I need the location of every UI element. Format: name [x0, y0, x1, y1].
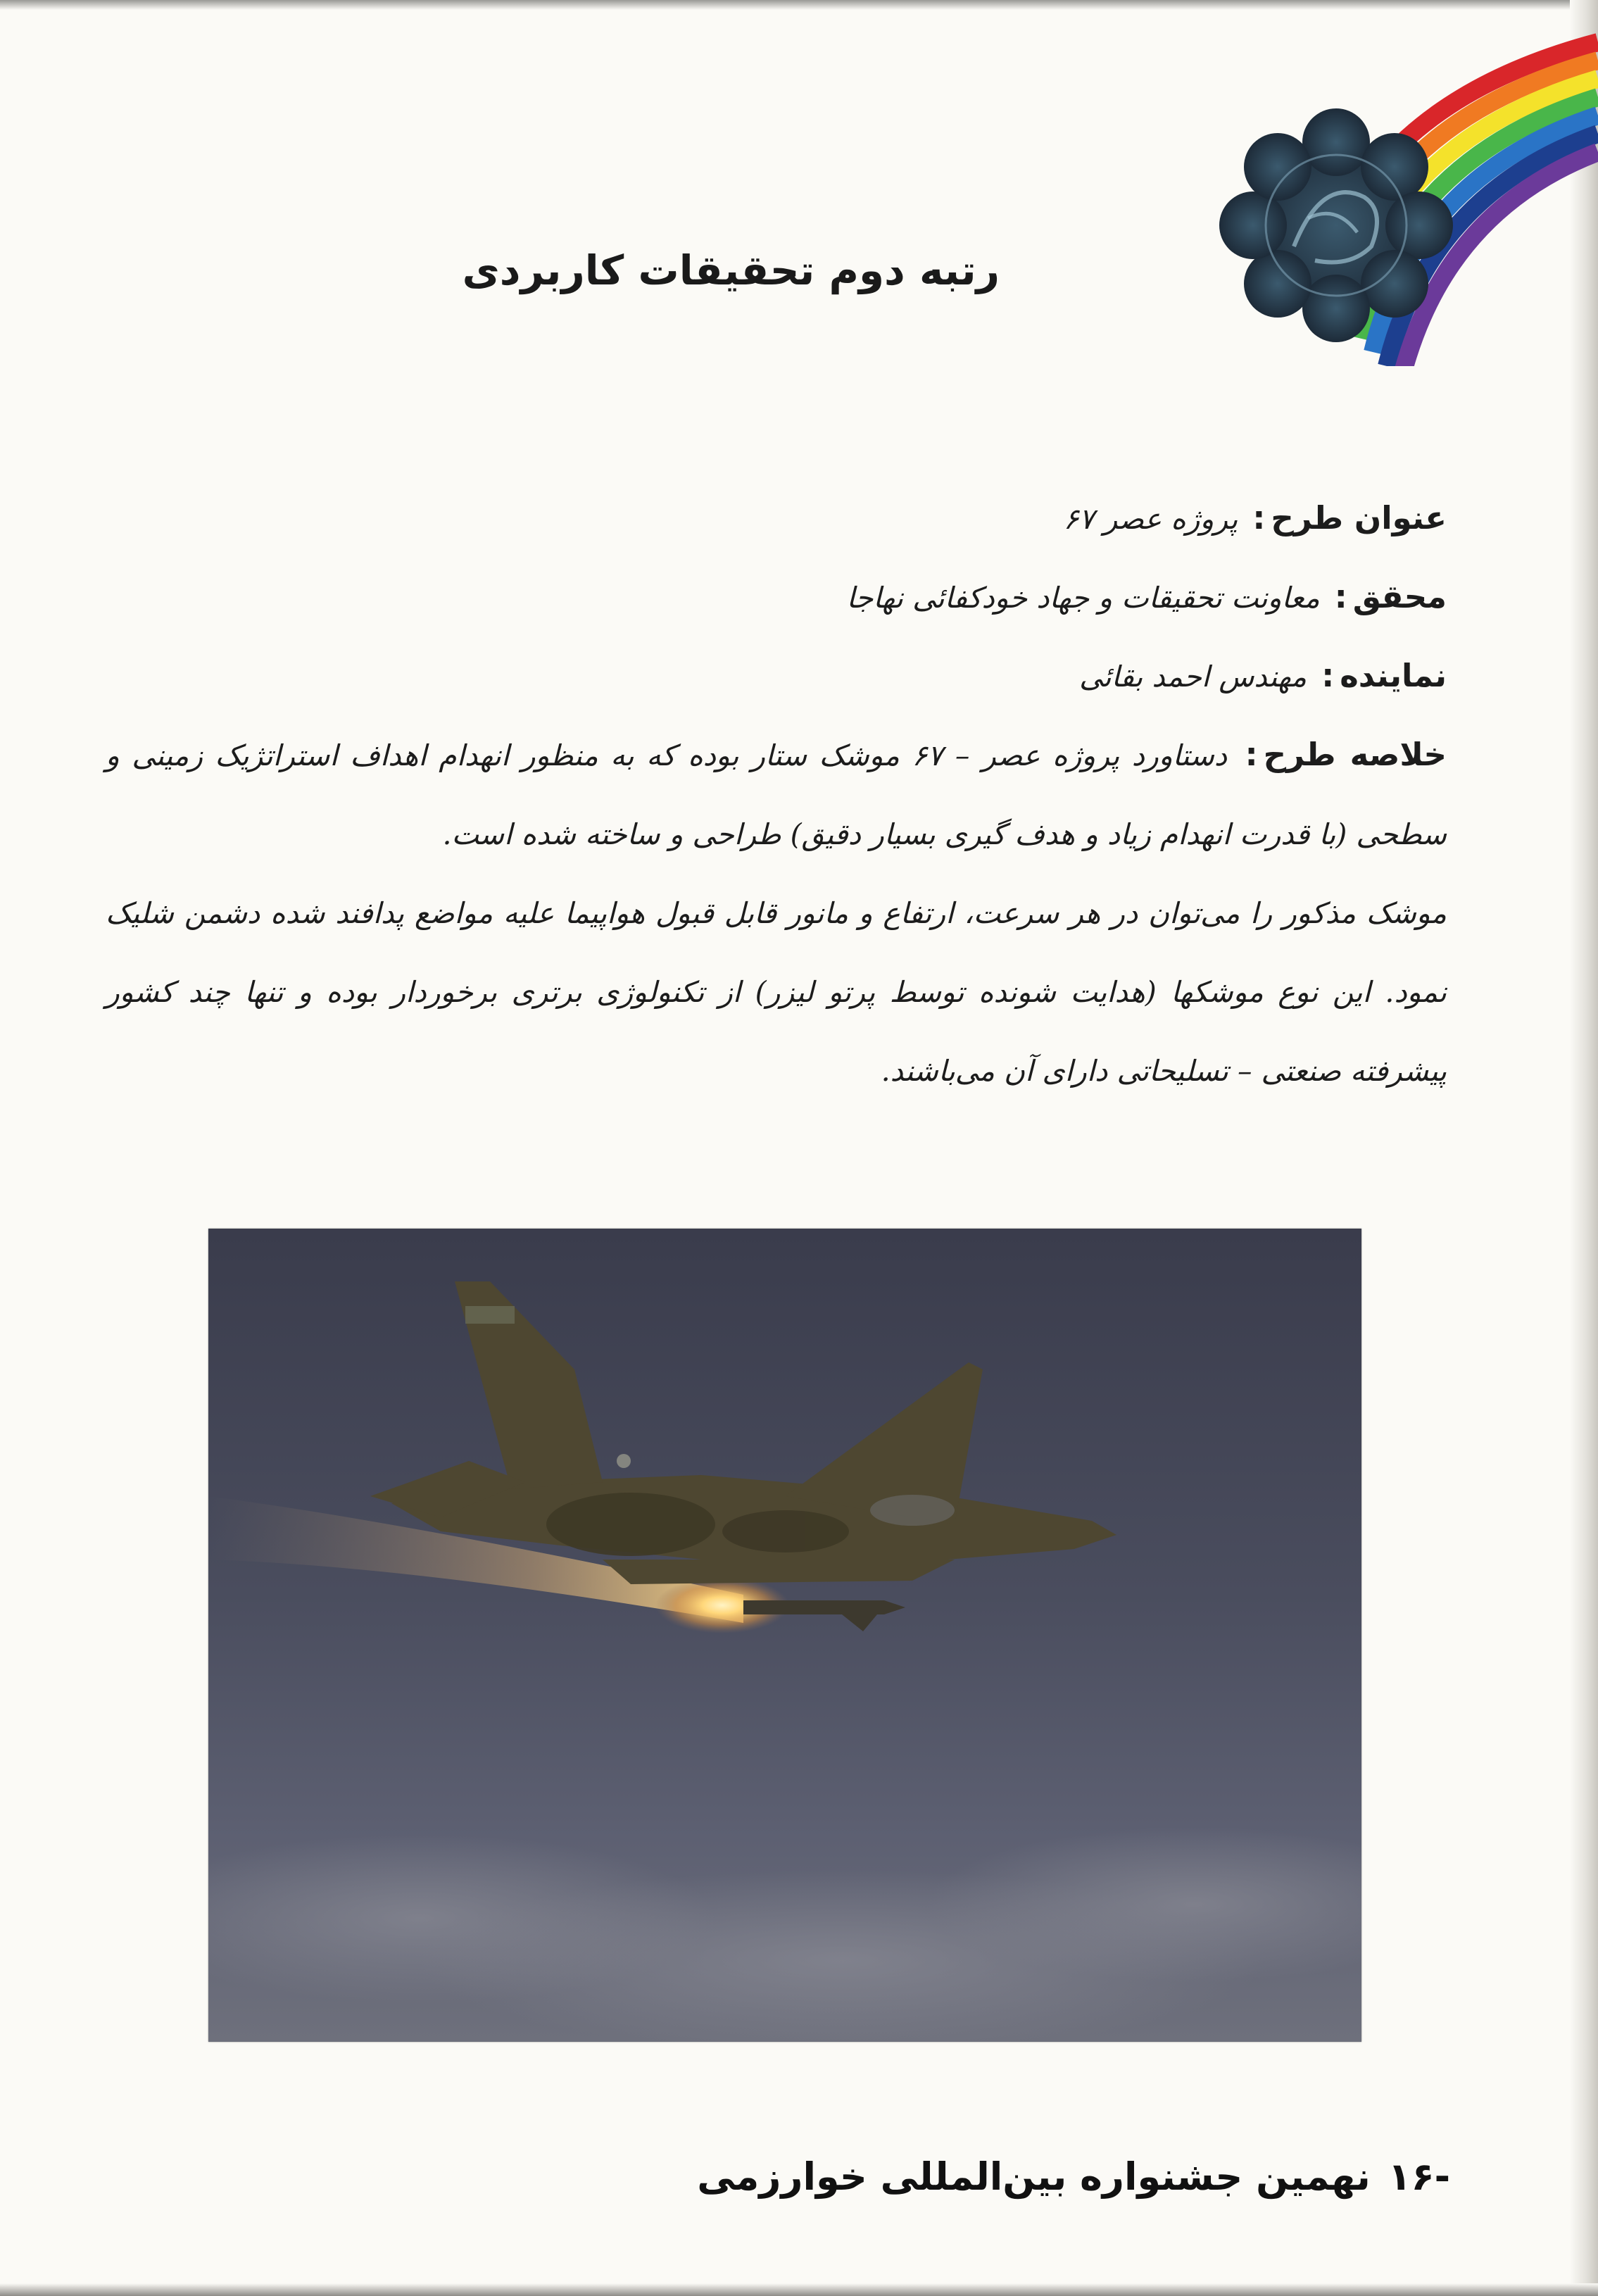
- researcher-value: معاونت تحقیقات و جهاد خودکفائی نهاجا: [846, 581, 1320, 615]
- footer-title: نهمین جشنواره بین‌المللی خوارزمی: [697, 2154, 1371, 2199]
- page-heading: رتبه دوم تحقیقات کاربردی: [462, 246, 1000, 294]
- fighter-jet-photo: [208, 1229, 1361, 2042]
- label-separator: :: [1334, 578, 1347, 615]
- representative-label: نماینده: [1340, 657, 1447, 694]
- page-number: -۱۶: [1388, 2154, 1450, 2199]
- project-title-label: عنوان طرح: [1271, 499, 1447, 537]
- researcher-row: [106, 558, 1447, 636]
- project-details: [106, 479, 1447, 1110]
- festival-emblem-logo: [1216, 106, 1456, 345]
- summary-text: دستاورد پروژه عصر – ۶۷ موشک ستار بوده که به منظور انهدام اهداف استراتژیک زمینی و سطحی (با قدرت انهدام زیاد و هدف گیری بسیار دقیق) طراحی و ساخته شده است.: [106, 739, 1447, 851]
- project-title-row: [106, 479, 1447, 558]
- summary-paragraph: [106, 715, 1447, 874]
- label-separator: :: [1252, 499, 1266, 537]
- page-bottom-shadow: [0, 2283, 1598, 2296]
- label-separator: :: [1245, 736, 1258, 773]
- label-separator: :: [1321, 657, 1335, 694]
- summary-label: خلاصه طرح: [1263, 736, 1447, 773]
- researcher-label: محقق: [1352, 578, 1447, 615]
- representative-row: [106, 636, 1447, 715]
- page-footer: [605, 2154, 1450, 2199]
- body-paragraph: موشک مذکور را می‌توان در هر سرعت، ارتفاع و مانور قابل قبول هواپیما علیه مواضع پدافند شده دشمن شلیک نمود. این نوع موشکها (هدایت شونده توسط پرتو لیزر) از تکنولوژی برتری برخوردار بوده و تنها چند کشور پیشرفته صنعتی – تسلیحاتی دارای آن می‌باشند.: [106, 896, 1447, 1088]
- representative-value: مهندس احمد بقائی: [1079, 660, 1307, 694]
- project-title-value: پروژه عصر ۶۷: [1063, 502, 1238, 536]
